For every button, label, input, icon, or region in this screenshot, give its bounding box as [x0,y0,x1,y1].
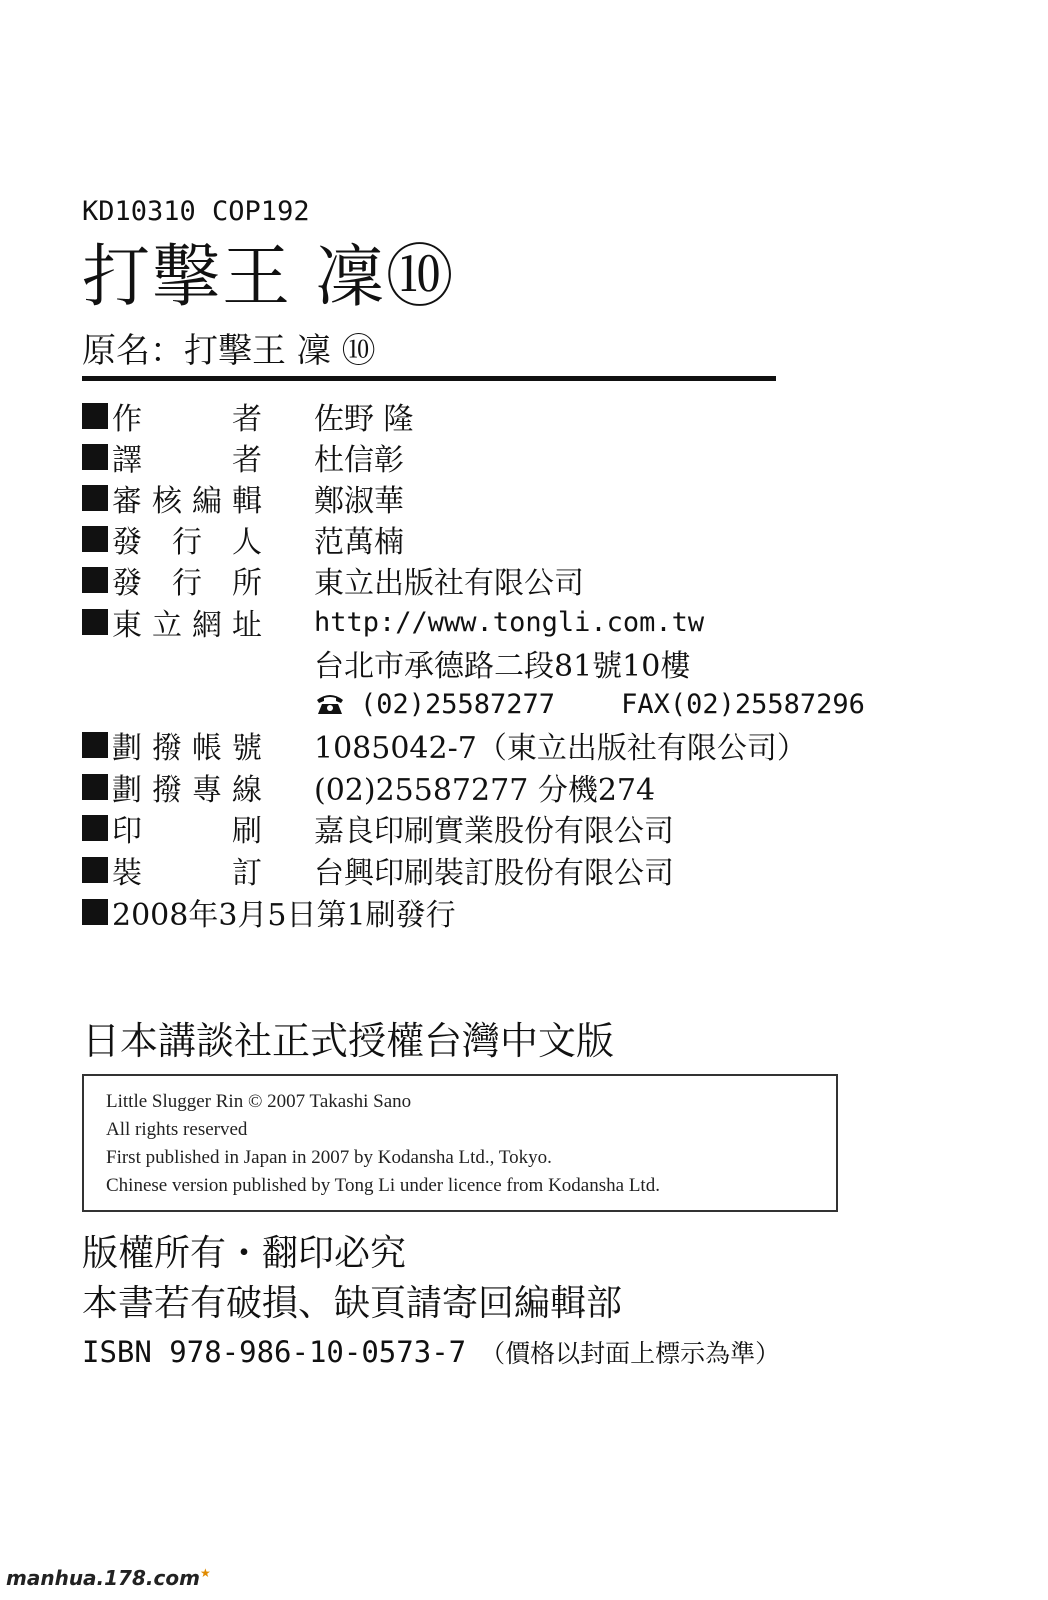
payment-row-hotline [82,767,655,807]
bullet-icon [82,567,108,593]
address: 台北市承德路二段81號10樓 [314,649,691,684]
payment-label: 印 刷 [112,814,262,849]
bullet-icon [82,815,108,841]
book-title: 打擊王 凜⑩ [82,238,456,317]
credit-row-author [82,396,414,436]
title-divider [82,376,776,381]
watermark [6,1566,211,1590]
credit-label: 發 行 人 [112,525,262,560]
payment-label: 劃撥專線 [112,773,262,808]
isbn-row [82,1330,780,1374]
payment-label: 劃撥帳號 [112,731,262,766]
license-statement: 日本講談社正式授權台灣中文版 [82,1019,615,1063]
phone-number: (02)25587277 [360,688,556,720]
bullet-icon [82,526,108,552]
credit-value: 杜信彰 [314,443,404,478]
edition-date [82,892,456,932]
copyright-line: All rights reserved [106,1119,248,1140]
payment-row-printer [82,808,674,848]
contact-line [314,684,865,724]
rights-statement: 版權所有・翻印必究 [82,1233,407,1274]
copyright-box [82,1074,838,1212]
bullet-icon [82,444,108,470]
catalog-code: KD10310 COP192 [82,196,310,227]
payment-value: (02)25587277 分機274 [314,773,656,808]
payment-label: 裝 訂 [112,856,262,891]
credit-row-publisher [82,519,404,559]
credit-row-publishing-house [82,560,584,600]
bullet-icon [82,774,108,800]
credit-label: 審核編輯 [112,484,262,519]
bullet-icon [82,609,108,635]
isbn: ISBN 978-986-10-0573-7 [82,1335,467,1369]
price-note: （價格以封面上標示為準） [480,1339,781,1368]
credit-value: 佐野 隆 [314,402,414,437]
credit-value: 東立出版社有限公司 [314,566,584,601]
bullet-icon [82,485,108,511]
bullet-icon [82,403,108,429]
payment-value: 1085042-7（東立出版社有限公司） [314,731,807,766]
bullet-icon [82,732,108,758]
bullet-icon [82,857,108,883]
watermark-text: manhua.178.com [6,1566,200,1590]
bullet-icon [82,899,108,925]
credit-row-website [82,602,704,642]
payment-row-account [82,725,807,765]
credit-value: 范萬楠 [314,525,404,560]
payment-value: 嘉良印刷實業股份有限公司 [314,814,674,849]
payment-value: 台興印刷裝訂股份有限公司 [314,856,674,891]
copyright-line: Chinese version published by Tong Li under licence from Kodansha Ltd. [106,1175,660,1196]
credit-row-editor [82,478,404,518]
credit-label: 發 行 所 [112,566,262,601]
original-title: 原名：打擊王 凜 ⑩ [82,331,376,371]
payment-row-binder [82,850,674,890]
edition-text: 2008年3月5日第1刷發行 [112,898,456,933]
fax-number: FAX(02)25587296 [621,688,865,720]
credit-label: 東立網址 [112,608,262,643]
credit-value: 鄭淑華 [314,484,404,519]
credit-row-translator [82,437,404,477]
damage-notice: 本書若有破損、缺頁請寄回編輯部 [82,1283,623,1324]
copyright-line: Little Slugger Rin © 2007 Takashi Sano [106,1091,412,1112]
copyright-line: First published in Japan in 2007 by Kodansha Ltd., Tokyo. [106,1147,552,1168]
credit-label: 譯 者 [112,443,262,478]
star-icon: ★ [199,1566,211,1581]
telephone-icon [314,692,346,716]
credit-label: 作 者 [112,402,262,437]
website-link[interactable]: http://www.tongli.com.tw [314,606,705,638]
